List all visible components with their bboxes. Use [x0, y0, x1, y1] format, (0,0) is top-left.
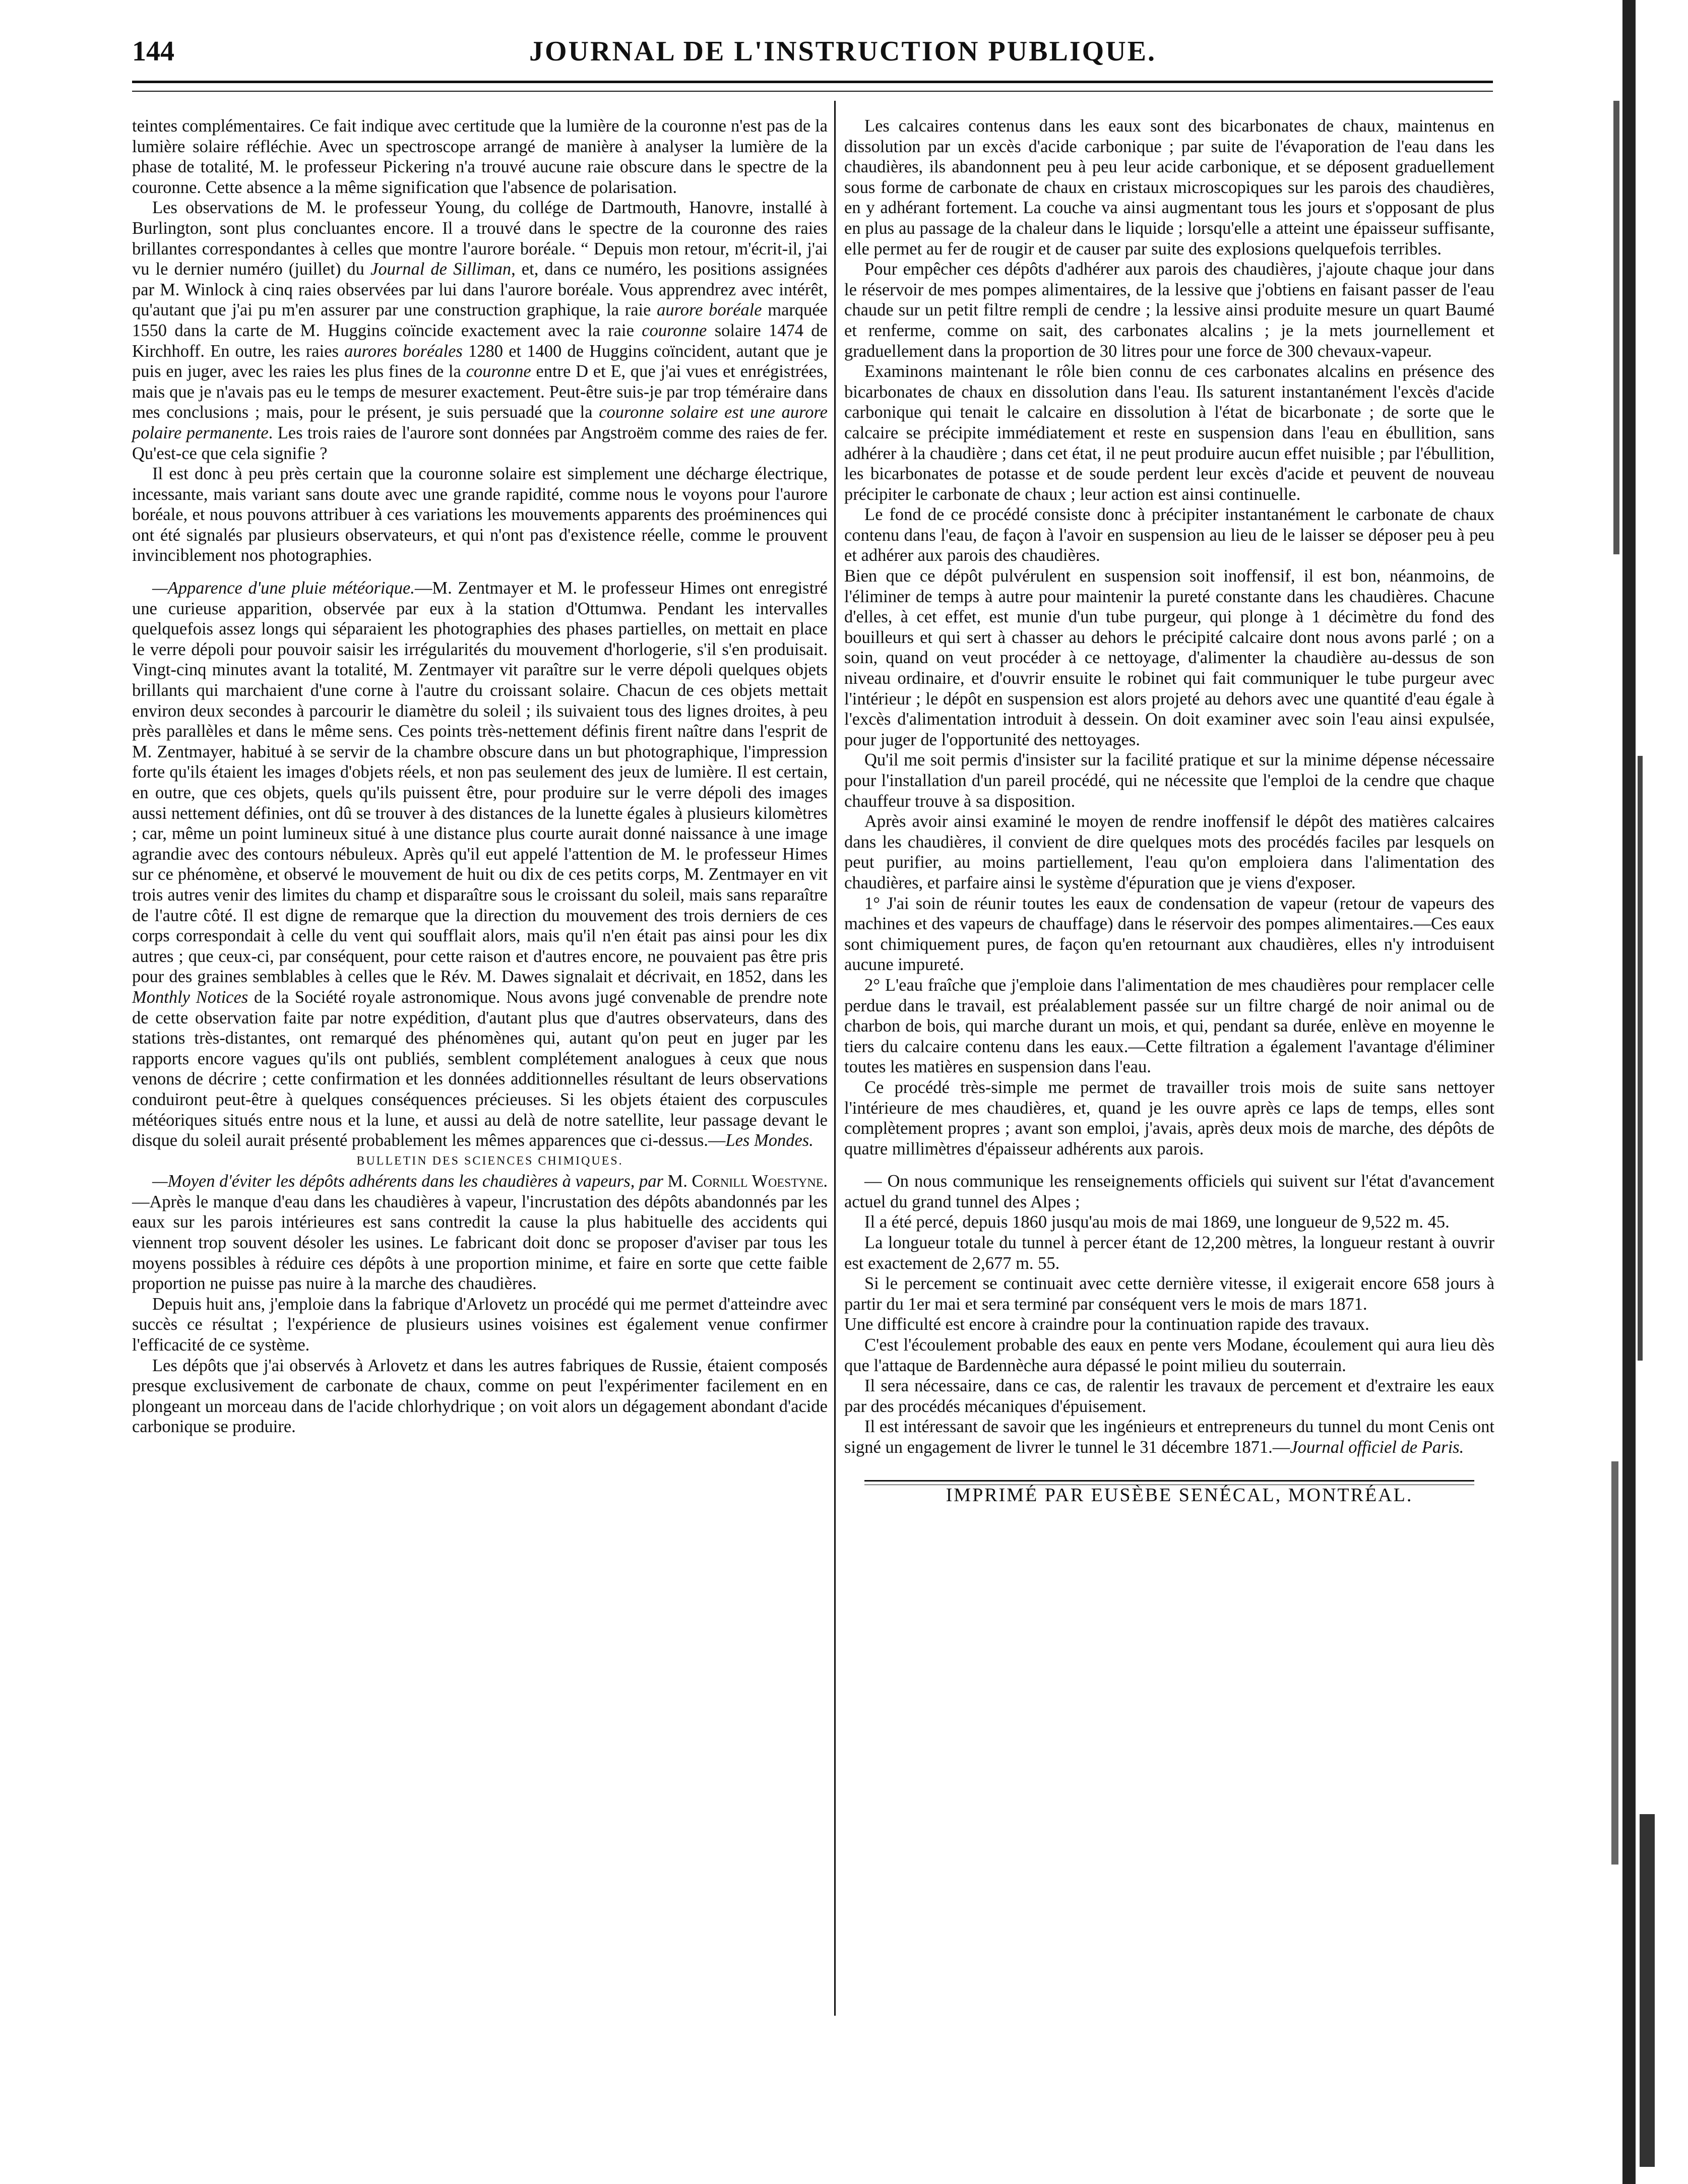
installation-paragraph: Qu'il me soit permis d'insister sur la facilité pratique et sur la minime dépense nécessaire pour l'installation d'un pareil procédé, qui ne nécessite que l'emploi de la cendre que chaque chauffeur trouve à sa disposition.: [844, 750, 1494, 811]
tunnel-length-paragraph: La longueur totale du tunnel à percer étant de 12,200 mètres, la longueur restant à ouvrir est exactement de 2,677 m. 55.: [844, 1233, 1494, 1273]
corona-paragraph-end: teintes complémentaires. Ce fait indique avec certitude que la lumière de la couronne n'est pas de la lumière solaire réfléchie. Avec un spectroscope arrangé de manière à analyser la lumière de la phase de totalité, M. le professeur Pickering n'a trouvé aucune raie obscure dans le spectre de la couronne. Cette absence a la même signification que l'absence de polarisation.: [132, 116, 828, 197]
carbonates-role-paragraph: Examinons maintenant le rôle bien connu de ces carbonates alcalins en présence des bicarbonates de chaux en dissolution dans l'eau. Ils saturent instantanément l'excès d'acide carbonique qui tenait le calcaire en dissolution à l'état de bicarbonate ; de sorte que le calcaire se précipite immédiatement et reste en suspension dans l'eau en ébullition, sans adhérer à la chaudière ; dans cet état, il ne peut produire aucun effet nuisible ; par l'ébullition, les bicarbonates de potasse et de soude perdent leur excès d'acide et peuvent de nouveau précipiter le carbonate de chaux ; leur action est ainsi continuelle.: [844, 362, 1494, 504]
scan-edge-band: [1638, 756, 1643, 1361]
scan-edge-band: [1613, 101, 1619, 554]
condensation-paragraph: 1° J'ai soin de réunir toutes les eaux de condensation de vapeur (retour de vapeurs des machines et des vapeurs de chauffage) dans le réservoir des pompes alimentaires.—Ces eaux sont chimiquement pures, de façon qu'en retournant aux chaudières, elles n'y introduisent aucune impureté.: [844, 893, 1494, 975]
right-column: [844, 116, 1494, 1505]
page-number: 144: [132, 36, 174, 67]
young-observations-paragraph: Les observations de M. le professeur Young, du collége de Dartmouth, Hanovre, installé à Burlington, sont plus concluantes encore. Il a trouvé dans le spectre de la couronne des raies brillantes correspondantes à celles que montre l'aurore boréale. “ Depuis mon retour, m'écrit-il, j'ai vu le dernier numéro (juillet) du Journal de Silliman, et, dans ce numéro, les positions assignées par M. Winlock à cinq raies observées par lui dans l'aurore boréale. Vous apprendrez avec intérêt, qu'autant que j'ai pu m'en assurer par une construction graphique, la raie aurore boréale marquée 1550 dans la carte de M. Huggins coïncide exactement avec la raie couronne solaire 1474 de Kirchhoff. En outre, les raies aurores boréales 1280 et 1400 de Huggins coïncident, autant que je puis en juger, avec les raies les plus fines de la couronne entre D et E, que j'ai vues et enrégistrées, mais que je n'avais pas eu le temps de mesurer exactement. Peut-être suis-je par trop téméraire dans mes conclusions ; mais, pour le présent, je suis persuadé que la couronne solaire est une aurore polaire permanente. Les trois raies de l'aurore sont données par Angstroëm comme des raies de fer. Qu'est-ce que cela signifie ?: [132, 198, 828, 463]
tunnel-difficulty-paragraph: Une difficulté est encore à craindre pour la continuation rapide des travaux.: [844, 1315, 1369, 1334]
section-heading: BULLETIN DES SCIENCES CHIMIQUES.: [356, 1154, 623, 1168]
lessive-paragraph: Pour empêcher ces dépôts d'adhérer aux parois des chaudières, j'ajoute chaque jour dans le réservoir de mes pompes alimentaires, de la lessive que j'obtiens en faisant passer de l'eau chaude sur un petit filtre rempli de cendre ; la lessive ainsi produite mesure un quart Baumé et renferme, comme on sait, des carbonates alcalins ; je la mets journellement et graduellement dans la proportion de 30 litres pour une force de 300 chevaux-vapeur.: [844, 260, 1494, 361]
scan-edge-band: [1611, 1461, 1618, 1865]
imprint-rule: [864, 1480, 1474, 1482]
imprint: IMPRIMÉ PAR EUSÈBE SENÉCAL, MONTRÉAL.: [946, 1484, 1413, 1506]
three-months-paragraph: Ce procédé très-simple me permet de travailler trois mois de suite sans nettoyer l'intérieure de mes chaudières, et, quand je les ouvre après ce laps de temps, elles sont complètement propres ; avant son emploi, j'avais, après deux mois de marche, des dépôts de quatre millimètres d'épaisseur adhérents aux parois.: [844, 1077, 1494, 1159]
tunnel-water-paragraph: C'est l'écoulement probable des eaux en pente vers Modane, écoulement qui aura lieu dès que l'attaque de Bardennèche aura dépassé le point milieu du souterrain.: [844, 1335, 1494, 1375]
column-divider: [834, 101, 836, 2016]
tube-purgeur-paragraph: Bien que ce dépôt pulvérulent en suspension soit inoffensif, il est bon, néanmoins, de l'éliminer de temps à autre pour maintenir la pureté constante dans les chaudières. Chacune d'elles, à cet effet, est munie d'un tube purgeur, qui plonge à 1 décimètre du fond des bouilleurs et qui sert à chasser au dehors le précipité calcaire dont nous avons parlé ; on a soin, quand on veut procéder à ce nettoyage, d'alimenter la chaudière au-dessus de son niveau ordinaire, et d'ouvrir ensuite le robinet qui fait communiquer le tube purgeur avec l'intérieur ; le dépôt en suspension est alors projeté au dehors avec une quantité d'eau égale à l'excès d'alimentation introduit à dessein. On doit examiner avec soin l'eau ainsi expulsée, pour juger de l'opportunité des nettoyages.: [844, 566, 1494, 749]
header-rule-thin: [132, 91, 1493, 92]
purification-paragraph: Après avoir ainsi examiné le moyen de rendre inoffensif le dépôt des matières calcaires dans les chaudières, il convient de dire quelques mots des procédés faciles par lesquels on peut purifier, au moins partiellement, l'eau qu'on emploiera dans l'alimentation des chaudières, et parfaire ainsi le système d'épuration que je viens d'exposer.: [844, 812, 1494, 892]
procede-fond-paragraph: Le fond de ce procédé consiste donc à précipiter instantanément le carbonate de chaux contenu dans l'eau, de façon à l'avoir en suspension au lieu de le laisser se déposer peu à peu et adhérer aux parois des chaudières.: [844, 505, 1494, 565]
meteoric-shower-paragraph: —Apparence d'une pluie météorique.—M. Zentmayer et M. le professeur Himes ont enregistré une curieuse apparition, observée par eux à la station d'Ottumwa. Pendant les intervalles quelquefois assez longs qui séparaient les photographies des phases partielles, on mettait en place le verre dépoli pour pouvoir saisir les irrégularités du mouvement d'horlogerie, s'il s'en produisait. Vingt-cinq minutes avant la totalité, M. Zentmayer vit paraître sur le verre dépoli quelques objets brillants qui marchaient d'une corne à l'autre du croissant solaire. Chacun de ces objets mettait environ deux secondes à parcourir le diamètre du soleil ; ils suivaient tous des lignes droites, à peu près parallèles et dans le même sens. Ces points très-nettement définis firent naître dans l'esprit de M. Zentmayer, habitué à se servir de la chambre obscure dans un but photographique, l'impression forte qu'ils étaient les images d'objets réels, et non pas seulement des jeux de lumière. Il est certain, en outre, que ces objets, quels qu'ils puissent être, pour produire sur le verre dépoli des images aussi nettement définies, ont dû se trouver à des distances de la lunette égales à plusieurs kilomètres ; car, même un point lumineux situé à une distance plus courte aurait donné naissance à une image agrandie avec des contours nébuleux. Après qu'il eut appelé l'attention de M. le professeur Himes sur ce phénomène, et observé le mouvement de huit ou dix de ces petits corps, M. Zentmayer en vit trois autres venir des limites du champ et disparaître sous le croissant du soleil, mais sans reparaître de l'autre côté. Il est digne de remarque que la direction du mouvement des trois derniers de ces corps correspondait à celle du vent qui soufflait alors, mais qu'il n'en était pas ainsi pour les dix autres ; que ceux-ci, par conséquent, pour cette raison et d'autres encore, ne pouvaient pas être pris pour des graines semblables à celles que le Rév. M. Dawes signalait et décrivait, en 1852, dans les Monthly Notices de la Société royale astronomique. Nous avons jugé convenable de prendre note de cette observation faite par notre expédition, d'autant plus que d'autres observateurs, dans des stations très-distantes, ont remarqué des phénomènes qui, autant qu'on peut en juger par les rapports encore vagues qu'ils ont publiés, semblent complétement analogues à ceux que nous venons de décrire ; cette confirmation et les données additionnelles résultant de leurs observations conduiront peut-être à quelques conséquences précieuses. Si les objets étaient des corpuscules météoriques situés entre nous et la lune, et aussi au delà de notre satellite, leur passage devant le disque du soleil aurait présenté probablement les mêmes apparences que ci-dessus.—Les Mondes.: [132, 579, 828, 1150]
calcaires-paragraph: Les calcaires contenus dans les eaux sont des bicarbonates de chaux, maintenus en dissolution par un excès d'acide carbonique ; par suite de l'évaporation de l'eau dans les chaudières, ils abandonnent peu à peu leur acide carbonique, et se déposent graduellement sous forme de carbonate de chaux en cristaux microscopiques sur les parois des chaudières, en y adhérant fortement. La couche va ainsi augmentant tous les jours et s'opposant de plus en plus au passage de la chaleur dans le liquide ; lorsqu'elle a atteint une épaisseur suffisante, elle permet au fer de rougir et de causer par suite des explosions quelquefois terribles.: [844, 116, 1494, 259]
header-rule: [132, 81, 1493, 83]
scan-edge-noise: [1602, 0, 1668, 2184]
tunnel-slowdown-paragraph: Il sera nécessaire, dans ce cas, de ralentir les travaux de percement et d'extraire les eaux par des procédés mécaniques d'épuisement.: [844, 1376, 1494, 1416]
tunnel-intro-paragraph: — On nous communique les renseignements officiels qui suivent sur l'état d'avancement actuel du grand tunnel des Alpes ;: [844, 1172, 1494, 1211]
corona-discharge-paragraph: Il est donc à peu près certain que la couronne solaire est simplement une décharge électrique, incessante, mais variant sans doute avec une grande rapidité, comme nous le voyons pour l'aurore boréale, et nous pouvons attribuer à ces variations les mouvements apparents des proéminences qui ont été signalés par plusieurs observateurs, et qui n'ont pas d'existence réelle, comme le prouvent invinciblement nos photographies.: [132, 464, 828, 565]
boiler-deposits-paragraph: —Moyen d'éviter les dépôts adhérents dans les chaudières à vapeurs, par M. Cornill Woestyne.—Après le manque d'eau dans les chaudières à vapeur, l'incrustation des dépôts abandonnés par les eaux sur les parois intérieures est sans contredit la cause la plus habituelle des accidents qui viennent trop souvent désoler les usines. Le fabricant doit donc se proposer d'aviser par tous les moyens possibles à réduire ces dépôts à une proportion minime, et faire en sorte que cette faible proportion ne puisse pas nuire à la marche des chaudières.: [132, 1172, 828, 1294]
arlovetz-paragraph: Depuis huit ans, j'emploie dans la fabrique d'Arlovetz un procédé qui me permet d'atteindre avec succès ce résultat ; l'expérience de plusieurs usines voisines est également venue confirmer l'efficacité de ce système.: [132, 1294, 828, 1355]
journal-title: JOURNAL DE L'INSTRUCTION PUBLIQUE.: [529, 36, 1156, 67]
deposits-composition-paragraph: Les dépôts que j'ai observés à Arlovetz et dans les autres fabriques de Russie, étaient composés presque exclusivement de carbonate de chaux, comme on peut l'expérimenter facilement en en plongeant un morceau dans de l'acide chlorhydrique ; on voit alors un dégagement abondant d'acide carbonique se produire.: [132, 1356, 828, 1437]
tunnel-speed-paragraph: Si le percement se continuait avec cette dernière vitesse, il exigerait encore 658 jours à partir du 1er mai et sera terminé par conséquent vers le mois de mars 1871.: [844, 1274, 1494, 1314]
tunnel-percement-paragraph: Il a été percé, depuis 1860 jusqu'au mois de mai 1869, une longueur de 9,522 m. 45.: [864, 1212, 1450, 1232]
tunnel-engagement-paragraph: Il est intéressant de savoir que les ingénieurs et entrepreneurs du tunnel du mont Cenis ont signé un engagement de livrer le tunnel le 31 décembre 1871.—Journal officiel de Paris.: [844, 1417, 1494, 1457]
scan-edge-band: [1622, 0, 1636, 2184]
left-column: [132, 116, 828, 1437]
scan-edge-band: [1640, 1814, 1655, 2167]
filtration-paragraph: 2° L'eau fraîche que j'emploie dans l'alimentation de mes chaudières pour remplacer celle perdue dans le travail, est préalablement passée sur un filtre chargé de noir animal ou de charbon de bois, qui marche durant un mois, et qui, pendant sa durée, enlève en moyenne le tiers du calcaire contenu dans les eaux.—Cette filtration a également l'avantage d'éliminer toutes les matières en suspension dans l'eau.: [844, 975, 1494, 1077]
